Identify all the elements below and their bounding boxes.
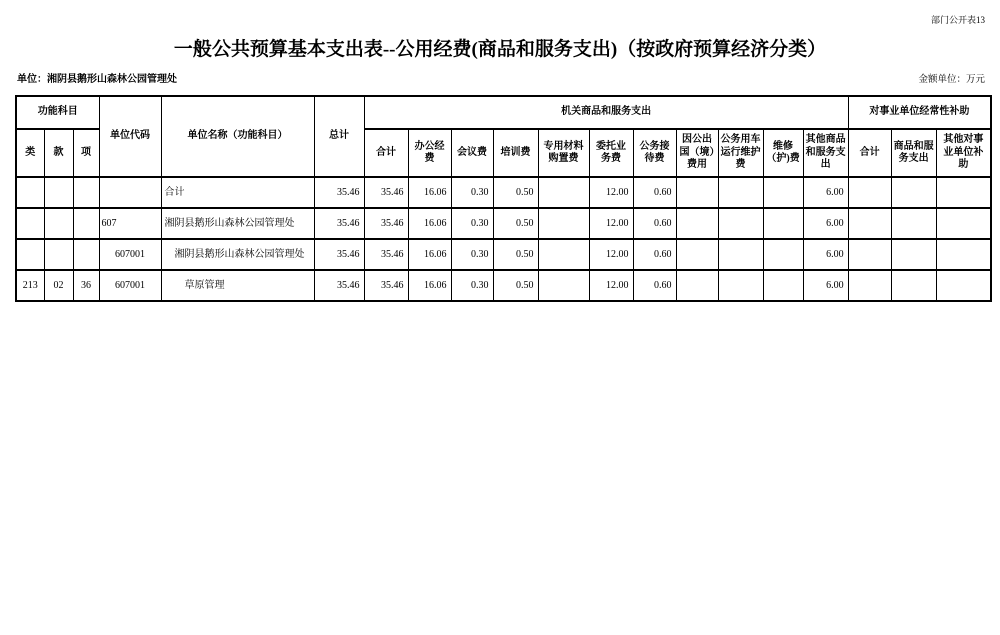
cell-commissioned-business-fee: 12.00 bbox=[589, 270, 633, 301]
amount-unit-label: 金额单位：万元 bbox=[918, 75, 985, 85]
column-header-training-fee: 培训费 bbox=[493, 129, 538, 177]
column-header-commissioned-business-fee: 委托业务费 bbox=[589, 129, 633, 177]
column-header-repair-fee: 维修（护)费 bbox=[763, 129, 803, 177]
cell-total: 35.46 bbox=[314, 270, 364, 301]
cell-section bbox=[44, 239, 73, 270]
grand-total-header: 总计 bbox=[314, 96, 364, 177]
function-subject-header: 功能科目 bbox=[16, 96, 99, 129]
cell-training-fee: 0.50 bbox=[493, 208, 538, 239]
column-header-agency-total: 合计 bbox=[364, 129, 408, 177]
cell-section bbox=[44, 177, 73, 208]
cell-official-vehicle-maintenance-fee bbox=[718, 177, 763, 208]
cell-agency-total: 35.46 bbox=[364, 270, 408, 301]
institution-subsidy-header: 对事业单位经常性补助 bbox=[848, 96, 991, 129]
table-header bbox=[16, 96, 991, 177]
unit-name-header: 单位名称（功能科目） bbox=[161, 96, 314, 177]
cell-class bbox=[16, 177, 44, 208]
cell-meeting-fee: 0.30 bbox=[451, 270, 493, 301]
cell-overseas-trip-fee bbox=[676, 208, 718, 239]
table-body bbox=[16, 177, 991, 301]
column-header-other-goods-services: 其他商品和服务支出 bbox=[803, 129, 848, 177]
cell-subsidy-goods-services bbox=[891, 177, 936, 208]
cell-item bbox=[73, 208, 99, 239]
cell-office-expense: 16.06 bbox=[408, 177, 451, 208]
cell-unit-name: 湘阴县鹅形山森林公园管理处 bbox=[161, 239, 314, 270]
cell-other-goods-services: 6.00 bbox=[803, 239, 848, 270]
cell-class bbox=[16, 239, 44, 270]
cell-special-material-purchase-fee bbox=[538, 239, 589, 270]
cell-item: 36 bbox=[73, 270, 99, 301]
column-header-class: 类 bbox=[16, 129, 44, 177]
cell-official-reception-fee: 0.60 bbox=[633, 270, 676, 301]
cell-other-goods-services: 6.00 bbox=[803, 208, 848, 239]
cell-office-expense: 16.06 bbox=[408, 239, 451, 270]
cell-agency-total: 35.46 bbox=[364, 177, 408, 208]
cell-unit-code: 607001 bbox=[99, 239, 161, 270]
cell-repair-fee bbox=[763, 270, 803, 301]
cell-unit-name: 湘阴县鹅形山森林公园管理处 bbox=[161, 208, 314, 239]
cell-section bbox=[44, 208, 73, 239]
cell-subsidy-other bbox=[936, 239, 991, 270]
cell-repair-fee bbox=[763, 177, 803, 208]
cell-other-goods-services: 6.00 bbox=[803, 177, 848, 208]
cell-special-material-purchase-fee bbox=[538, 177, 589, 208]
unit-label: 单位：湘阴县鹅形山森林公园管理处 bbox=[17, 74, 177, 85]
column-header-meeting-fee: 会议费 bbox=[451, 129, 493, 177]
form-number-label: 部门公开表13 bbox=[930, 15, 985, 25]
cell-subsidy-total bbox=[848, 239, 891, 270]
cell-meeting-fee: 0.30 bbox=[451, 239, 493, 270]
table-row bbox=[16, 208, 991, 239]
cell-special-material-purchase-fee bbox=[538, 208, 589, 239]
column-header-overseas-trip-fee: 因公出国（境）费用 bbox=[676, 129, 718, 177]
cell-class: 213 bbox=[16, 270, 44, 301]
column-header-official-vehicle-maintenance-fee: 公务用车运行维护费 bbox=[718, 129, 763, 177]
cell-agency-total: 35.46 bbox=[364, 208, 408, 239]
cell-overseas-trip-fee bbox=[676, 177, 718, 208]
cell-commissioned-business-fee: 12.00 bbox=[589, 208, 633, 239]
cell-subsidy-total bbox=[848, 208, 891, 239]
budget-table bbox=[15, 95, 992, 302]
cell-subsidy-other bbox=[936, 270, 991, 301]
cell-training-fee: 0.50 bbox=[493, 239, 538, 270]
cell-official-reception-fee: 0.60 bbox=[633, 208, 676, 239]
table-row bbox=[16, 270, 991, 301]
table-row bbox=[16, 177, 991, 208]
cell-total: 35.46 bbox=[314, 208, 364, 239]
column-header-section: 款 bbox=[44, 129, 73, 177]
cell-unit-name: 草原管理 bbox=[161, 270, 314, 301]
cell-official-vehicle-maintenance-fee bbox=[718, 270, 763, 301]
cell-official-vehicle-maintenance-fee bbox=[718, 239, 763, 270]
cell-overseas-trip-fee bbox=[676, 270, 718, 301]
cell-repair-fee bbox=[763, 208, 803, 239]
cell-subsidy-other bbox=[936, 177, 991, 208]
cell-overseas-trip-fee bbox=[676, 239, 718, 270]
cell-other-goods-services: 6.00 bbox=[803, 270, 848, 301]
cell-section: 02 bbox=[44, 270, 73, 301]
cell-commissioned-business-fee: 12.00 bbox=[589, 177, 633, 208]
cell-office-expense: 16.06 bbox=[408, 270, 451, 301]
cell-subsidy-total bbox=[848, 177, 891, 208]
cell-commissioned-business-fee: 12.00 bbox=[589, 239, 633, 270]
column-header-official-reception-fee: 公务接待费 bbox=[633, 129, 676, 177]
cell-meeting-fee: 0.30 bbox=[451, 177, 493, 208]
agency-goods-services-header: 机关商品和服务支出 bbox=[364, 96, 848, 129]
column-header-subsidy-total: 合计 bbox=[848, 129, 891, 177]
cell-item bbox=[73, 239, 99, 270]
cell-unit-name: 合计 bbox=[161, 177, 314, 208]
unit-code-header: 单位代码 bbox=[99, 96, 161, 177]
column-header-subsidy-other: 其他对事业单位补助 bbox=[936, 129, 991, 177]
cell-item bbox=[73, 177, 99, 208]
cell-training-fee: 0.50 bbox=[493, 270, 538, 301]
cell-unit-code bbox=[99, 177, 161, 208]
column-header-subsidy-goods-services: 商品和服务支出 bbox=[891, 129, 936, 177]
cell-special-material-purchase-fee bbox=[538, 270, 589, 301]
table-row bbox=[16, 239, 991, 270]
cell-total: 35.46 bbox=[314, 239, 364, 270]
page-title: 一般公共预算基本支出表--公用经费(商品和服务支出)（按政府预算经济分类） bbox=[173, 39, 827, 60]
cell-official-vehicle-maintenance-fee bbox=[718, 208, 763, 239]
cell-total: 35.46 bbox=[314, 177, 364, 208]
column-header-item: 项 bbox=[73, 129, 99, 177]
column-header-office-expense: 办公经费 bbox=[408, 129, 451, 177]
cell-class bbox=[16, 208, 44, 239]
meta-row bbox=[17, 70, 985, 85]
cell-repair-fee bbox=[763, 239, 803, 270]
cell-unit-code: 607001 bbox=[99, 270, 161, 301]
cell-office-expense: 16.06 bbox=[408, 208, 451, 239]
cell-subsidy-other bbox=[936, 208, 991, 239]
cell-subsidy-total bbox=[848, 270, 891, 301]
cell-training-fee: 0.50 bbox=[493, 177, 538, 208]
cell-subsidy-goods-services bbox=[891, 208, 936, 239]
cell-official-reception-fee: 0.60 bbox=[633, 177, 676, 208]
cell-subsidy-goods-services bbox=[891, 270, 936, 301]
cell-subsidy-goods-services bbox=[891, 239, 936, 270]
cell-agency-total: 35.46 bbox=[364, 239, 408, 270]
cell-official-reception-fee: 0.60 bbox=[633, 239, 676, 270]
cell-meeting-fee: 0.30 bbox=[451, 208, 493, 239]
cell-unit-code: 607 bbox=[99, 208, 161, 239]
column-header-special-material-purchase-fee: 专用材料购置费 bbox=[538, 129, 589, 177]
